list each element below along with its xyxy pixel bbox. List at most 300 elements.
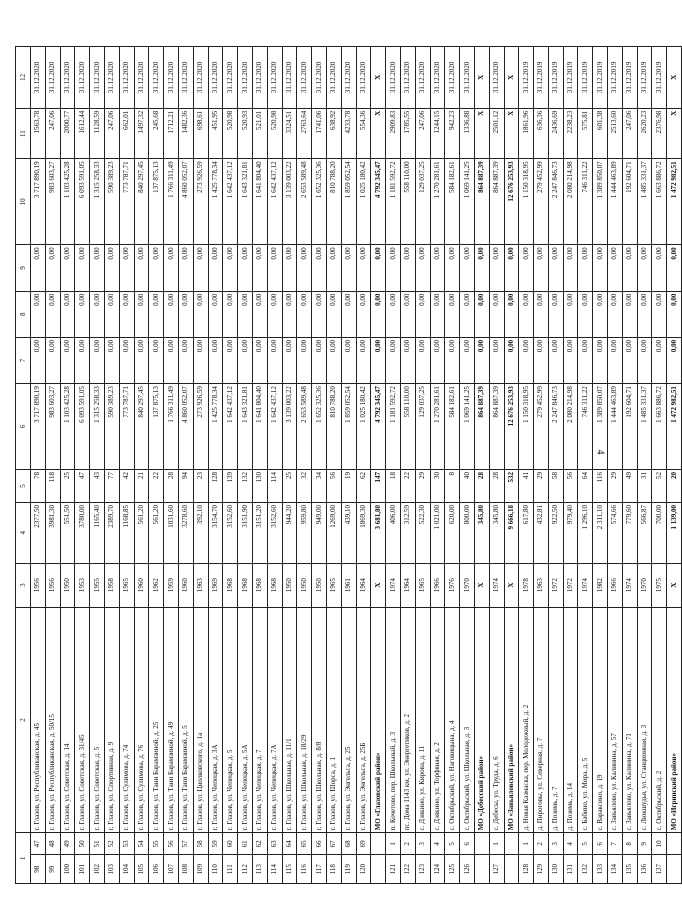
table-cell: 2513,60 <box>608 108 623 159</box>
table-cell: г. Глазов, ул. Тани Барамзиной, д. 25 <box>149 607 164 833</box>
table-cell: 1861,96 <box>519 108 534 159</box>
table-cell: 116 <box>297 855 312 884</box>
table-cell: 6 <box>593 833 608 855</box>
table-cell: 279 452,99 <box>534 159 549 245</box>
table-cell <box>667 855 682 884</box>
table-cell: Х <box>667 563 682 607</box>
table-cell: г. Глазов, ул. Чепецкая, д. 3А <box>208 607 223 833</box>
table-row <box>548 47 563 884</box>
table-cell: 1 472 982,51 <box>667 384 682 470</box>
table-cell <box>504 855 519 884</box>
table-cell: 1 472 982,51 <box>667 159 682 245</box>
table-cell: 3151,90 <box>238 502 253 563</box>
table-cell: 840 297,45 <box>134 384 149 470</box>
table-cell: 1165,40 <box>90 502 105 563</box>
table-cell: 25 <box>282 469 297 502</box>
table-cell: 0,00 <box>593 337 608 383</box>
table-cell: 0,00 <box>208 337 223 383</box>
table-cell: г. Глазов, ул. Тани Барамзиной, д. 49 <box>164 607 179 833</box>
table-cell: 47 <box>31 833 46 855</box>
table-cell: 1 <box>519 833 534 855</box>
table-cell: 133 <box>593 855 608 884</box>
table-cell: МО «Дебесский район» <box>474 607 489 833</box>
table-cell: 2000,77 <box>60 108 75 159</box>
table-cell: 3152,60 <box>267 502 282 563</box>
table-cell: 0,00 <box>149 337 164 383</box>
table-row <box>282 47 297 884</box>
table-cell: 0,00 <box>563 291 578 337</box>
table-cell: 2763,64 <box>297 108 312 159</box>
column-header: 7 <box>16 337 31 383</box>
table-cell: 1 296,10 <box>578 502 593 563</box>
table-cell: 4 792 345,47 <box>371 384 386 470</box>
table-row <box>208 47 223 884</box>
table-cell: 128 <box>519 855 534 884</box>
table-cell: 1 643 321,81 <box>238 159 253 245</box>
table-cell: г. Глазов, ул. Энгельса, д. 25 <box>341 607 356 833</box>
table-cell: 64 <box>282 833 297 855</box>
table-cell: 0,00 <box>31 337 46 383</box>
table-cell: 6 093 591,05 <box>75 159 90 245</box>
table-cell: 551,50 <box>60 502 75 563</box>
table-cell: 4 860 052,07 <box>178 159 193 245</box>
table-cell: 131 <box>563 855 578 884</box>
table-cell: 1 069 141,25 <box>460 384 475 470</box>
table-cell: д. Позимь, д. 7 <box>548 607 563 833</box>
table-cell: 0,00 <box>149 245 164 291</box>
table-cell: 31.12.2020 <box>193 47 208 109</box>
table-cell: Х <box>371 47 386 109</box>
table-cell: 54 <box>134 833 149 855</box>
table-cell: 0,00 <box>312 337 327 383</box>
table-cell: Х <box>667 108 682 159</box>
table-cell: 192 604,71 <box>622 159 637 245</box>
table-row <box>622 47 637 884</box>
table-cell: 0,00 <box>415 245 430 291</box>
table-cell: 864 887,39 <box>489 159 504 245</box>
table-cell: г. Глазов, ул. Чепецкая, д. 7 <box>252 607 267 833</box>
table-cell: 1970 <box>460 563 475 607</box>
table-cell: 1964 <box>356 563 371 607</box>
table-cell: 1950 <box>312 563 327 607</box>
table-cell: с. Октябрьский, д. 2 <box>652 607 667 833</box>
table-cell: 312,59 <box>400 502 415 563</box>
table-cell: г. Глазов, ул. Чепецкая, д. 5А <box>238 607 253 833</box>
table-cell: 0,00 <box>223 337 238 383</box>
table-cell: 0,00 <box>90 245 105 291</box>
table-cell: г. Глазов, ул. Чепецкая, д. 5 <box>223 607 238 833</box>
table-cell: 0,00 <box>45 337 60 383</box>
table-cell: 1 652 325,36 <box>312 159 327 245</box>
table-cell: 3324,51 <box>282 108 297 159</box>
table-cell: 0,00 <box>193 245 208 291</box>
table-cell: Х <box>504 563 519 607</box>
table-cell: с. Люкшудья, ул. Станционная, д. 3 <box>637 607 652 833</box>
column-header: 6 <box>16 384 31 470</box>
table-cell: 746 311,22 <box>578 159 593 245</box>
table-cell: 1 103 425,28 <box>60 159 75 245</box>
table-cell: 1959 <box>164 563 179 607</box>
table-cell: 2 <box>400 833 415 855</box>
table-cell: 1336,88 <box>460 108 475 159</box>
table-cell: 0,00 <box>519 291 534 337</box>
table-cell: 1963 <box>193 563 208 607</box>
table-row <box>652 47 667 884</box>
table-cell: г. Глазов, ул. Чепецкая, д. 7А <box>267 607 282 833</box>
table-cell: 1482,36 <box>178 108 193 159</box>
table-cell: 94 <box>178 469 193 502</box>
table-cell: 31.12.2019 <box>548 47 563 109</box>
table-cell: 4 <box>430 833 445 855</box>
table-cell: 800,00 <box>460 502 475 563</box>
table-cell: 1 642 437,12 <box>267 159 282 245</box>
table-cell: 1 859 052,54 <box>341 159 356 245</box>
table-cell <box>474 833 489 855</box>
table-row <box>297 47 312 884</box>
table-cell: 31.12.2020 <box>119 47 134 109</box>
table-cell: 1976 <box>445 563 460 607</box>
table-cell: 0,00 <box>519 337 534 383</box>
table-cell: 810 788,20 <box>326 159 341 245</box>
table-cell: 0,00 <box>178 245 193 291</box>
table-cell: Х <box>474 563 489 607</box>
table-cell: 979,40 <box>563 502 578 563</box>
table-cell: МО «Игринский район» <box>667 607 682 833</box>
table-cell: 0,00 <box>119 337 134 383</box>
table-cell: 532 <box>504 469 519 502</box>
table-cell: 0,00 <box>415 291 430 337</box>
table-cell: 31.12.2020 <box>430 47 445 109</box>
table-cell: 1950 <box>282 563 297 607</box>
table-cell: 1956 <box>45 563 60 607</box>
table-cell: 107 <box>164 855 179 884</box>
table-cell: 106 <box>149 855 164 884</box>
table-cell: 1 766 311,49 <box>164 159 179 245</box>
table-row <box>178 47 193 884</box>
table-cell: 77 <box>104 469 119 502</box>
table-cell: 0,00 <box>504 337 519 383</box>
table-cell: 2 247 846,73 <box>548 384 563 470</box>
table-cell: 53 <box>119 833 134 855</box>
table-row <box>60 47 75 884</box>
table-cell: 1965 <box>415 563 430 607</box>
table-cell: 0,00 <box>371 245 386 291</box>
table-cell: 32 <box>297 469 312 502</box>
table-cell: 1969 <box>208 563 223 607</box>
table-cell: 247,06 <box>104 108 119 159</box>
table-cell: 121 <box>386 855 401 884</box>
table-cell: 42 <box>119 469 134 502</box>
table-cell: 43 <box>90 469 105 502</box>
table-cell: 1497,32 <box>134 108 149 159</box>
table-cell: 0,00 <box>489 291 504 337</box>
table-cell: 0,00 <box>341 245 356 291</box>
table-cell: 64 <box>578 469 593 502</box>
table-cell: 3 <box>548 833 563 855</box>
table-cell: пс. Дома 1143 км, ул. Энергетиков, д. 2 <box>400 607 415 833</box>
table-cell: 0,00 <box>164 337 179 383</box>
table-cell: 18 <box>386 469 401 502</box>
table-cell: 520,93 <box>238 108 253 159</box>
table-cell: 0,00 <box>622 337 637 383</box>
table-row <box>637 47 652 884</box>
table-cell: 0,00 <box>267 291 282 337</box>
table-cell: 0,00 <box>193 337 208 383</box>
table-cell: 0,00 <box>548 245 563 291</box>
table-cell: 1 642 437,12 <box>267 384 282 470</box>
table-cell: 1972 <box>548 563 563 607</box>
table-cell: 0,00 <box>31 245 46 291</box>
table-cell: 0,00 <box>267 245 282 291</box>
table-cell: 0,00 <box>460 245 475 291</box>
table-cell: 0,00 <box>652 337 667 383</box>
table-cell: 31.12.2019 <box>534 47 549 109</box>
column-header: 5 <box>16 469 31 502</box>
table-cell: 10 <box>652 833 667 855</box>
table-cell: 0,00 <box>282 337 297 383</box>
table-cell: 0,00 <box>282 245 297 291</box>
table-cell: 58 <box>548 469 563 502</box>
table-cell: 0,00 <box>312 245 327 291</box>
table-cell: 129 037,25 <box>415 384 430 470</box>
table-cell: 52 <box>104 833 119 855</box>
table-cell: 1 859 052,54 <box>341 384 356 470</box>
table-cell: 520,98 <box>267 108 282 159</box>
table-cell: 1 641 804,40 <box>252 159 267 245</box>
table-cell: 983 603,27 <box>45 159 60 245</box>
table-cell: г. Глазов, ул. Республиканская, д. 50/15 <box>45 607 60 833</box>
table-cell: Х <box>371 108 386 159</box>
table-cell: 0,00 <box>548 337 563 383</box>
table-cell: 139 <box>223 469 238 502</box>
table-cell: 662,01 <box>119 108 134 159</box>
table-cell: 109 <box>193 855 208 884</box>
column-header: 2 <box>16 607 31 833</box>
table-cell: 127 <box>489 855 504 884</box>
table-cell: 147 <box>371 469 386 502</box>
table-cell: МО «Завьяловский район» <box>504 607 519 833</box>
table-cell: 0,00 <box>400 245 415 291</box>
column-number-header-row <box>16 47 31 884</box>
table-cell: 0,00 <box>474 291 489 337</box>
table-cell: 0,00 <box>252 245 267 291</box>
table-cell: 9 <box>637 833 652 855</box>
table-cell: 48 <box>45 833 60 855</box>
table-cell: 1 642 437,12 <box>223 159 238 245</box>
table-cell: д. Пироговы, ул. Северная, д. 7 <box>534 607 549 833</box>
table-cell: 137 875,13 <box>149 159 164 245</box>
table-cell: 0,00 <box>223 291 238 337</box>
table-cell: 3 139 003,22 <box>282 384 297 470</box>
table-cell: 2376,98 <box>652 108 667 159</box>
table-row <box>164 47 179 884</box>
table-cell: 0,00 <box>119 245 134 291</box>
table-cell: 31.12.2019 <box>652 47 667 109</box>
table-row <box>90 47 105 884</box>
table-cell: 1 139,00 <box>667 502 682 563</box>
table-cell: 1 389 850,07 <box>593 384 608 470</box>
table-cell: 1955 <box>90 563 105 607</box>
table-cell: 0,00 <box>608 245 623 291</box>
table-cell: 0,00 <box>90 337 105 383</box>
table-cell: 1269,00 <box>326 502 341 563</box>
table-row <box>563 47 578 884</box>
table-cell: 31.12.2020 <box>489 47 504 109</box>
table-cell: 1961 <box>341 563 356 607</box>
table-cell: 103 <box>104 855 119 884</box>
table-cell: 0,00 <box>445 245 460 291</box>
table-cell: 2 311,10 <box>593 502 608 563</box>
table-cell: 1950 <box>297 563 312 607</box>
table-cell: 944,20 <box>282 502 297 563</box>
table-cell: 247,06 <box>45 108 60 159</box>
table-cell: 29 <box>608 469 623 502</box>
table-cell: 590 389,23 <box>104 159 119 245</box>
table-cell: 61 <box>238 833 253 855</box>
table-cell: 1741,06 <box>312 108 327 159</box>
table-row <box>460 47 475 884</box>
column-header: 11 <box>16 108 31 159</box>
table-cell: 40 <box>460 469 475 502</box>
table-cell: 118 <box>45 469 60 502</box>
table-cell: 31.12.2020 <box>45 47 60 109</box>
table-cell: 1 270 281,61 <box>430 384 445 470</box>
table-cell: 345,80 <box>474 502 489 563</box>
table-cell: 1958 <box>104 563 119 607</box>
table-cell: 1869,30 <box>356 502 371 563</box>
table-cell: 31.12.2020 <box>149 47 164 109</box>
table-cell: с. Дзякино, ул. Кирова, д. 11 <box>415 607 430 833</box>
table-cell: 2 <box>534 833 549 855</box>
table-cell: 132 <box>578 855 593 884</box>
table-row <box>445 47 460 884</box>
table-cell: 601,38 <box>593 108 608 159</box>
table-cell: 392,10 <box>193 502 208 563</box>
table-cell: 1 103 425,28 <box>60 384 75 470</box>
table-cell: 29 <box>534 469 549 502</box>
table-row <box>238 47 253 884</box>
table-cell: 31.12.2019 <box>519 47 534 109</box>
table-cell: 1968 <box>252 563 267 607</box>
table-cell: 1 150 318,95 <box>519 384 534 470</box>
table-cell: г. Глазов, ул. Школьная, д. 8/8 <box>312 607 327 833</box>
table-cell: 638,92 <box>326 108 341 159</box>
table-cell: 959,80 <box>297 502 312 563</box>
table-cell: 1974 <box>622 563 637 607</box>
table-cell: 0,00 <box>60 337 75 383</box>
table-cell: 0,00 <box>326 291 341 337</box>
column-header: 9 <box>16 245 31 291</box>
table-cell: 135 <box>622 855 637 884</box>
table-cell: 0,00 <box>45 291 60 337</box>
table-row <box>356 47 371 884</box>
table-cell: 1 663 886,72 <box>652 159 667 245</box>
table-cell: 31.12.2019 <box>637 47 652 109</box>
table-cell: 4233,78 <box>341 108 356 159</box>
table-cell: 698,61 <box>193 108 208 159</box>
table-cell: с. Дебесы, ул. Труда, д. 6 <box>489 607 504 833</box>
table-cell: 0,00 <box>356 337 371 383</box>
table-cell: 0,00 <box>356 245 371 291</box>
table-cell: 451,95 <box>208 108 223 159</box>
table-cell: 12 676 253,93 <box>504 384 519 470</box>
table-cell: 0,00 <box>489 245 504 291</box>
table-cell: с. Бабино, ул. Мира, д. 5 <box>578 607 593 833</box>
table-cell: 0,00 <box>474 245 489 291</box>
table-cell: Х <box>667 47 682 109</box>
table-cell: 0,00 <box>652 245 667 291</box>
table-cell: 1 485 331,37 <box>637 159 652 245</box>
column-header: 10 <box>16 159 31 245</box>
table-cell: 3 717 890,19 <box>31 384 46 470</box>
table-row <box>193 47 208 884</box>
table-cell: 2389,70 <box>104 502 119 563</box>
table-cell: Х <box>504 47 519 109</box>
table-cell: 1785,55 <box>400 108 415 159</box>
table-cell: 29 <box>415 469 430 502</box>
table-cell: 2238,23 <box>563 108 578 159</box>
table-cell: 0,00 <box>178 337 193 383</box>
table-cell: 3981,30 <box>45 502 60 563</box>
table-cell: 1966 <box>430 563 445 607</box>
column-header: 8 <box>16 291 31 337</box>
table-cell: 0,00 <box>282 291 297 337</box>
table-cell: МО «Глазовский район» <box>371 607 386 833</box>
table-cell: 0,00 <box>104 291 119 337</box>
table-cell: 0,00 <box>578 245 593 291</box>
table-cell: 123 <box>415 855 430 884</box>
table-cell: 1 021,00 <box>430 502 445 563</box>
table-cell: 1965 <box>326 563 341 607</box>
table-cell: 56 <box>164 833 179 855</box>
table-cell: 0,00 <box>297 245 312 291</box>
table-cell: 0,00 <box>386 245 401 291</box>
table-cell: 3152,60 <box>223 502 238 563</box>
table-cell: 0,00 <box>104 245 119 291</box>
table-cell: 3780,00 <box>75 502 90 563</box>
table-cell: 700,00 <box>652 502 667 563</box>
table-cell: 779,60 <box>622 502 637 563</box>
table-cell: 0,00 <box>667 245 682 291</box>
table-cell: 104 <box>119 855 134 884</box>
table-cell: 0,00 <box>252 337 267 383</box>
table-cell: 1031,60 <box>164 502 179 563</box>
table-cell: 0,00 <box>548 291 563 337</box>
table-cell: 57 <box>178 833 193 855</box>
table-cell: 12 676 253,93 <box>504 159 519 245</box>
table-cell: 122 <box>400 855 415 884</box>
table-cell: 558 110,00 <box>400 159 415 245</box>
table-cell: 34 <box>312 469 327 502</box>
table-cell: 0,00 <box>297 337 312 383</box>
table-cell: 0,00 <box>371 337 386 383</box>
table-cell: 113 <box>252 855 267 884</box>
table-cell: 1974 <box>578 563 593 607</box>
table-cell: 554,36 <box>356 108 371 159</box>
table-cell: 31.12.2019 <box>593 47 608 109</box>
table-cell: 0,00 <box>312 291 327 337</box>
table-cell: 28 <box>474 469 489 502</box>
table-cell <box>504 833 519 855</box>
table-cell: 31.12.2020 <box>90 47 105 109</box>
table-cell: 520,98 <box>223 108 238 159</box>
table-cell: 114 <box>267 855 282 884</box>
table-cell: 345,80 <box>489 502 504 563</box>
table-cell: д. Позимь, д. 14 <box>563 607 578 833</box>
table-cell: г. Глазов, ул. Спортивная, д. 9 <box>104 607 119 833</box>
table-cell <box>474 855 489 884</box>
table-cell: 521,01 <box>252 108 267 159</box>
